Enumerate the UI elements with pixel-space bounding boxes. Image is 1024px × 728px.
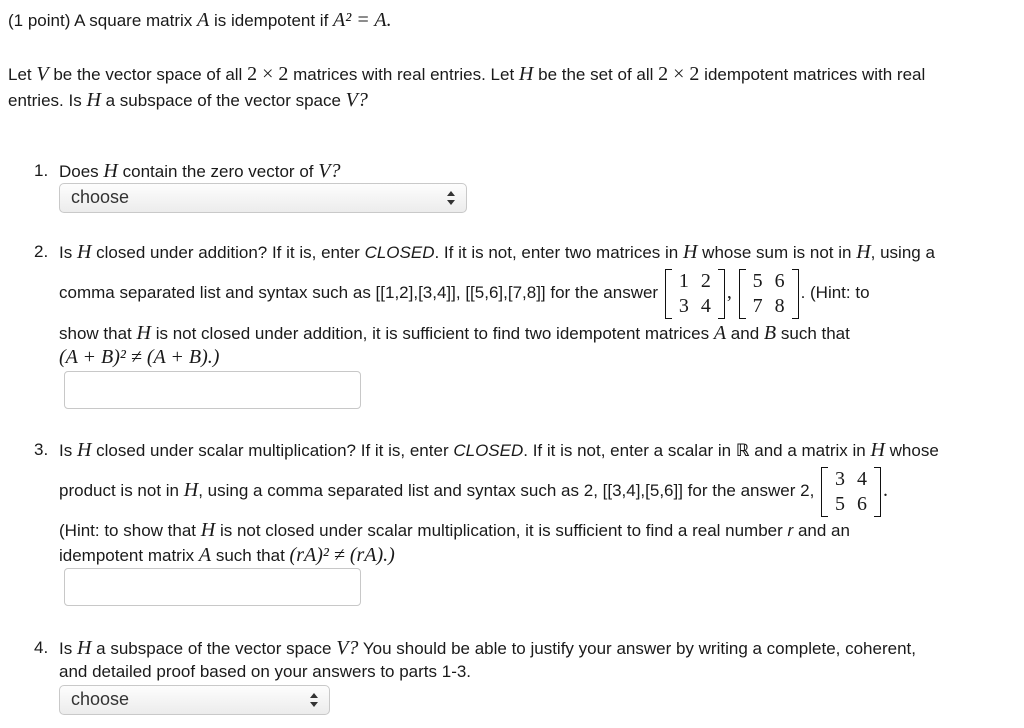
q2-line-1: Is H closed under addition? If it is, enter CLOSED. If it is not, enter two matrices in H whose sum is not in H, using a [59, 241, 935, 263]
select-arrows-icon [309, 691, 319, 709]
q3-number: 3. [34, 440, 49, 459]
intro-line-1: Let V be the vector space of all 2 × 2 matrices with real entries. Let H be the set of all 2 × 2 idempotent matrices with real [8, 63, 926, 85]
q2-line-3: show that H is not closed under addition, it is sufficient to find two idempotent matrices A and B such that [59, 322, 850, 344]
q1-select-value: choose [71, 187, 130, 207]
q1-number: 1. [34, 161, 49, 180]
q3-line-3: (Hint: to show that H is not closed under scalar multiplication, it is sufficient to find a real number r and an [59, 519, 850, 541]
q2-line-2: comma separated list and syntax such as [[1,2],[3,4]], [[5,6],[7,8]] for the answer 1 2 3 4 , 5 6 7 8 . (Hint: to [59, 269, 870, 317]
example-matrix-1: 1 2 3 4 [665, 269, 725, 319]
q3-line-4: idempotent matrix A such that (rA)² ≠ (rA).) [59, 544, 395, 566]
q3-line-2: product is not in H, using a comma separated list and syntax such as 2, [[3,4],[5,6]] for the answer 2, 3 4 5 6 . [59, 467, 889, 515]
q2-line-4: (A + B)² ≠ (A + B).) [59, 346, 220, 368]
q3-line-1: Is H closed under scalar multiplication? If it is, enter CLOSED. If it is not, enter a scalar in ℝ and a matrix in H whose [59, 439, 939, 461]
q2-answer-input[interactable] [64, 371, 361, 409]
example-matrix-2: 5 6 7 8 [739, 269, 799, 319]
q4-select[interactable] [59, 685, 330, 715]
q1-select[interactable] [59, 183, 467, 213]
q4-number: 4. [34, 638, 49, 657]
example-matrix-3: 3 4 5 6 [821, 467, 881, 517]
q3-answer-input[interactable] [64, 568, 361, 606]
intro-line-2: entries. Is H a subspace of the vector space V? [8, 89, 368, 111]
q4-select-value: choose [71, 689, 130, 709]
problem-statement: (1 point) A square matrix A is idempotent if A² = A. [8, 9, 392, 31]
q1-text: Does H contain the zero vector of V? [59, 160, 341, 182]
q4-line-2: and detailed proof based on your answers to parts 1-3. [59, 662, 472, 681]
select-arrows-icon [446, 189, 456, 207]
q4-line-1: Is H a subspace of the vector space V? You should be able to justify your answer by writing a complete, coherent, [59, 637, 916, 659]
q2-number: 2. [34, 242, 49, 261]
